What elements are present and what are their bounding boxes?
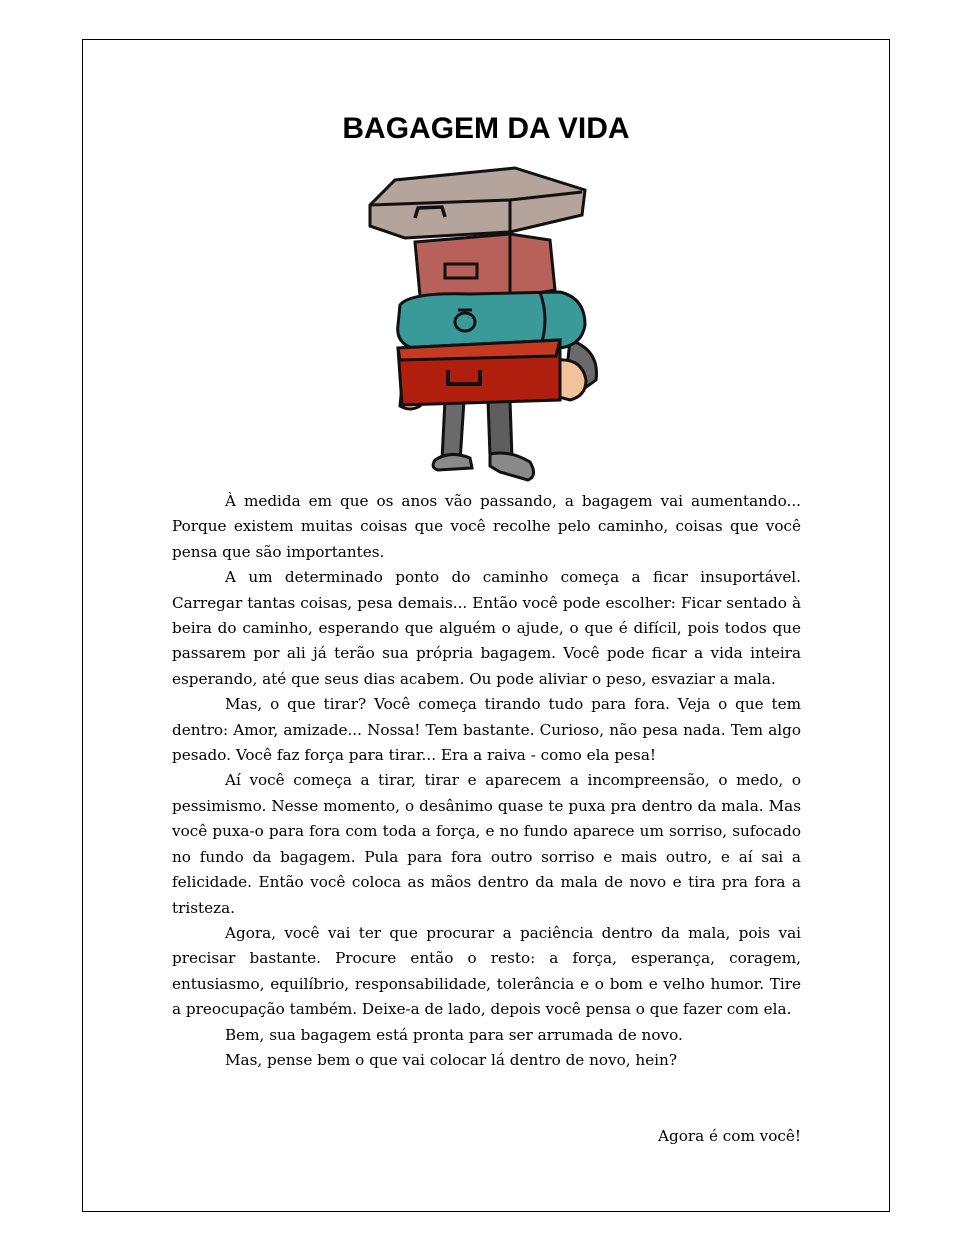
body-text bbox=[172, 489, 801, 1073]
page-title: BAGAGEM DA VIDA bbox=[342, 112, 630, 145]
paragraph: À medida em que os anos vão passando, a bagagem vai aumentando... Porque existem muitas coisas que você recolhe pelo caminho, coisas que você pensa que são importantes. bbox=[172, 492, 801, 561]
paragraph: Agora, você vai ter que procurar a paciência dentro da mala, pois vai precisar bastante. Procure então o resto: a força, esperança, coragem, entusiasmo, equilíbrio, responsabilidade, tolerância e o bom e velho humor. Tire a preocupação também. Deixe-a de lado, depois você pensa o que fazer com ela. bbox=[172, 923, 801, 1019]
person-carrying-suitcases-icon bbox=[360, 160, 610, 490]
closing-line: Agora é com você! bbox=[658, 1127, 801, 1145]
paragraph: Mas, pense bem o que vai colocar lá dentro de novo, hein? bbox=[225, 1050, 677, 1069]
paragraph: Mas, o que tirar? Você começa tirando tudo para fora. Veja o que tem dentro: Amor, amizade... Nossa! Tem bastante. Curioso, não pesa nada. Tem algo pesado. Você faz força para tirar... Era a raiva - como ela pesa! bbox=[172, 695, 801, 765]
suitcase-top bbox=[370, 168, 585, 238]
paragraph: Aí você começa a tirar, tirar e aparecem a incompreensão, o medo, o pessimismo. Nesse momento, o desânimo quase te puxa pra dentro da mala. Mas você puxa-o para fora com toda a força, e no fundo aparece um sorriso, sufocado no fundo da bagagem. Pula para fora outro sorriso e mais outro, e aí sai a felicidade. Então você coloca as mãos dentro da mala de novo e tira pra fora a tristeza. bbox=[172, 771, 801, 917]
paragraph: Bem, sua bagagem está pronta para ser arrumada de novo. bbox=[225, 1025, 683, 1044]
suitcase-bottom bbox=[398, 340, 560, 405]
suitcase-second bbox=[415, 234, 555, 298]
legs bbox=[433, 400, 533, 480]
paragraph: A um determinado ponto do caminho começa a ficar insuportável. Carregar tantas coisas, pesa demais... Então você pode escolher: Ficar sentado à beira do caminho, esperando que alguém o ajude, o que é difícil, pois todos que passarem por ali já terão sua própria bagagem. Você pode ficar a vida inteira esperando, até que seus dias acabem. Ou pode aliviar o peso, esvaziar a mala. bbox=[172, 568, 801, 688]
